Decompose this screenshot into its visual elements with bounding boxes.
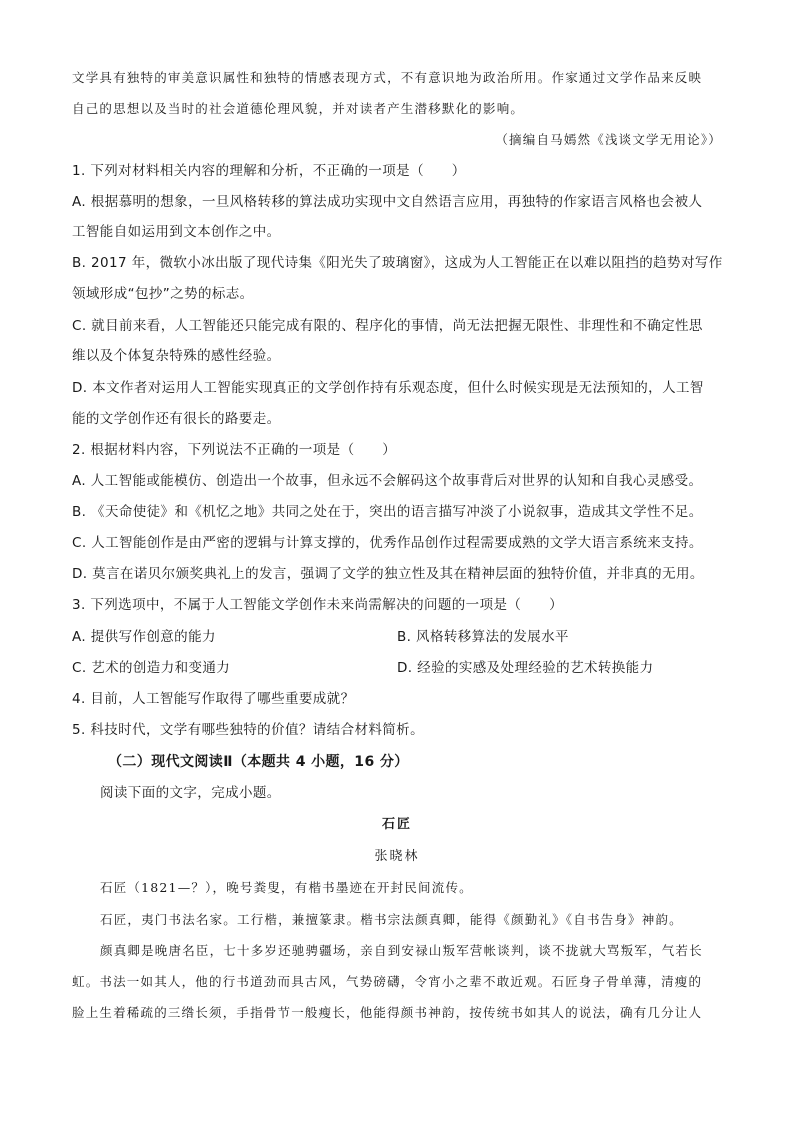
q1-option-b-cont: 领域形成“包抄”之势的标志。	[72, 286, 254, 302]
story-title: 石匠	[381, 817, 412, 832]
q3-option-b: B. 风格转移算法的发展水平	[397, 629, 569, 645]
q1-option-d: D. 本文作者对运用人工智能实现真正的文学创作持有乐观态度，但什么时候实现是无法预知的，人工智	[72, 380, 704, 396]
q2-option-b: B. 《天命使徒》和《机忆之地》共同之处在于，突出的语言描写冲淡了小说叙事，造成其文学性不足。	[72, 504, 703, 520]
story-author: 张晓林	[374, 849, 420, 864]
q2-option-c: C. 人工智能创作是由严密的逻辑与计算支撑的，优秀作品创作过程需要成熟的文学大语言系统来支持。	[72, 535, 703, 551]
q1-option-a: A. 根据慕明的想象，一旦风格转移的算法成功实现中文自然语言应用，再独特的作家语言风格也会被人	[72, 194, 703, 210]
question-4: 4. 目前，人工智能写作取得了哪些重要成就？	[72, 691, 355, 707]
question-5: 5. 科技时代，文学有哪些独特的价值？请结合材料简析。	[72, 722, 424, 738]
section-heading: （二）现代文阅读Ⅱ（本题共 4 小题，16 分）	[108, 754, 409, 770]
passage-line: 文学具有独特的审美意识属性和独特的情感表现方式，不有意识地为政治所用。作家通过文学作品来反映	[72, 70, 703, 85]
question-1-stem: 1. 下列对材料相关内容的理解和分析，不正确的一项是（ ）	[72, 163, 466, 179]
q3-option-a: A. 提供写作创意的能力	[72, 629, 216, 645]
q2-option-a: A. 人工智能或能模仿、创造出一个故事，但永远不会解码这个故事背后对世界的认知和自我心灵感受。	[72, 473, 703, 489]
story-line: 颜真卿是晚唐名臣，七十多岁还驰骋疆场，亲自到安禄山叛军营帐谈判，谈不拢就大骂叛军，气若长	[100, 943, 703, 958]
story-line: 脸上生着稀疏的三绺长须，手指骨节一般瘦长，他能得颜书神韵，按传统书如其人的说法，确有几分让人	[72, 1005, 703, 1020]
q1-option-c: C. 就目前来看，人工智能还只能完成有限的、程序化的事情，尚无法把握无限性、非理性和不确定性思	[72, 318, 703, 334]
source-citation: （摘编自马嫣然《浅谈文学无用论》）	[495, 132, 722, 147]
q3-option-c: C. 艺术的创造力和变通力	[72, 660, 231, 676]
story-line: 虹。书法一如其人，他的行书道劲而具古风，气势磅礴，令宵小之辈不敢近观。石匠身子骨单薄，清瘦的	[72, 974, 703, 989]
story-line: 石匠，夷门书法名家。工行楷，兼擅篆隶。楷书宗法颜真卿，能得《颜勤礼》《自书告身》神韵。	[100, 912, 683, 927]
q3-option-d: D. 经验的实感及处理经验的艺术转换能力	[397, 660, 654, 676]
q2-option-d: D. 莫言在诺贝尔颁奖典礼上的发言，强调了文学的独立性及其在精神层面的独特价值，并非真的无用。	[72, 566, 704, 582]
question-3-stem: 3. 下列选项中，不属于人工智能文学创作未来尚需解决的问题的一项是（ ）	[72, 597, 563, 613]
reading-instruction: 阅读下面的文字，完成小题。	[100, 785, 281, 801]
q1-option-d-cont: 能的文学创作还有很长的路要走。	[72, 411, 281, 427]
story-line: 石匠（1821—？），晚号粪叟，有楷书墨迹在开封民间流传。	[100, 880, 473, 895]
q1-option-c-cont: 维以及个体复杂特殊的感性经验。	[72, 348, 281, 364]
q1-option-a-cont: 工智能自如运用到文本创作之中。	[72, 224, 281, 240]
passage-line: 自己的思想以及当时的社会道德伦理风貌，并对读者产生潜移默化的影响。	[72, 101, 525, 116]
q1-option-b: B. 2017 年，微软小冰出版了现代诗集《阳光失了玻璃窗》，这成为人工智能正在以难以阻挡的趋势对写作	[72, 255, 723, 271]
question-2-stem: 2. 根据材料内容，下列说法不正确的一项是（ ）	[72, 442, 397, 458]
